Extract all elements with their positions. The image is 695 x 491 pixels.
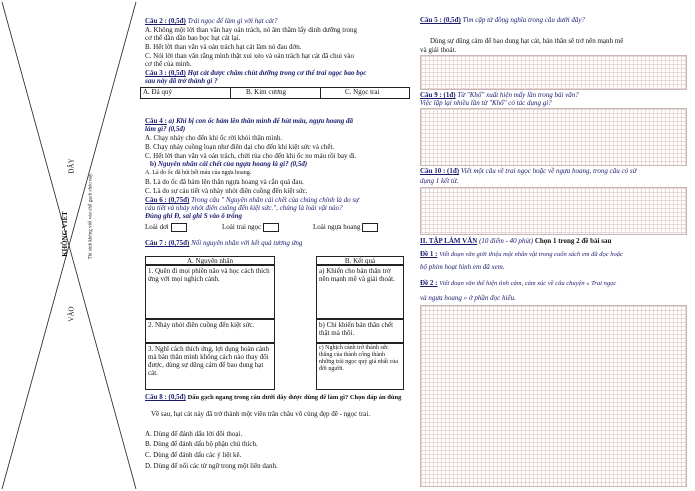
q4-line	[145, 117, 353, 125]
margin-note: Thí sinh không viết vào chỗ gạch chéo này	[88, 173, 94, 260]
tlv-choose: Chọn 1 trong 2 đề bài sau	[534, 237, 612, 245]
q6-box-doi[interactable]	[171, 223, 187, 232]
q8-option-a[interactable]: A. Dùng để đánh dấu lời đối thoại.	[145, 430, 243, 438]
q9-answer-grid[interactable]	[420, 108, 687, 166]
q4b-option-a[interactable]: A. Là do ốc đã hút hết máu của ngựa hoang.	[145, 170, 252, 176]
q4b-option-b[interactable]: B. Là do ốc đã bám lên thân ngựa hoang và cắn quá đau.	[145, 178, 304, 186]
q8-option-d[interactable]: D. Dùng để nối các từ ngữ trong một liên danh.	[145, 462, 278, 470]
q6-box-trai[interactable]	[263, 223, 279, 232]
q8-label: Câu 8 : (0,5đ)	[145, 393, 186, 401]
de2-text: Viết đoạn văn thể hiện tình cảm, cảm xúc về câu chuyện « Trai ngọc	[439, 280, 617, 287]
q7-label: Câu 7 : (0,75đ)	[145, 239, 190, 247]
q9-question-cont: Việc lặp lại nhiều lần từ "Khổ" có tác dụng gì?	[420, 99, 552, 107]
q6-item-trai	[222, 223, 279, 232]
q4-option-b[interactable]: B. Chạy nhảy cuồng loạn như điên dại cho đến khi kiệt sức và chết.	[145, 143, 335, 151]
q3-question: Hạt cát được chăm chút dưỡng trong cơ thể trai ngọc bao bọc	[187, 69, 367, 77]
q7-cause-3[interactable]: 3. Nghĩ cách thích ứng, lợi dụng hoàn cảnh mà bản thân mình không cách nào thay đổi được, dùng sự dũng cảm để bao dung hạt cát.	[145, 343, 275, 390]
de1-label: Đề 1 :	[420, 250, 438, 258]
q2-label: Câu 2 : (0,5đ)	[145, 17, 186, 25]
margin-khongviet-label: KHÔNG VIẾT	[60, 211, 69, 257]
de1-text: Viết đoạn văn giới thiệu một nhân vật trong cuốn sách em đã đọc hoặc	[439, 251, 623, 258]
margin-vao-label: VÀO	[67, 306, 76, 322]
q10-label: Câu 10 : (1đ)	[420, 167, 460, 175]
q6-question: Trong câu " Nguyên nhân cái chết của chúng chính là do sự	[191, 196, 359, 204]
q7-header-cause: A. Nguyên nhân	[145, 256, 275, 265]
q8-sentence: Về sau, hạt cát này đã trở thành một viên trân châu vô cùng đẹp đẽ - ngọc trai.	[151, 410, 371, 418]
q3-option-c[interactable]: C. Ngọc trai	[345, 88, 380, 96]
q10-line	[420, 167, 636, 175]
tlv-title: II. TẬP LÀM VĂN	[420, 237, 478, 245]
q10-question: Viết một câu về trai ngọc hoặc về ngựa hoang, trong câu có sử	[460, 167, 637, 175]
q7-cause-2[interactable]: 2. Nhảy nhót điên cuồng đến kiệt sức.	[145, 319, 275, 343]
q6-instruction: Đúng ghi Đ, sai ghi S vào ô trống	[145, 212, 243, 220]
de2-label: Đề 2 :	[420, 279, 438, 287]
q9-label: Câu 9 : (1đ)	[420, 91, 456, 99]
q4-label: Câu 4 :	[145, 117, 167, 125]
q4-question: a) Khi bị con ốc bám lên thân mình để hút máu, ngựa hoang đã	[168, 117, 354, 125]
q5-sentence: Dùng sự dũng cảm để bao dung hạt cát, bản thân sẽ trở nên mạnh mẽ	[430, 37, 624, 45]
q4b-label: b)	[150, 160, 157, 168]
q6-item-trai-label: Loài trai ngọc	[222, 223, 262, 232]
q5-sentence-cont: và giải thoát.	[420, 46, 457, 54]
essay-answer-grid[interactable]	[420, 305, 687, 487]
q7-result-c[interactable]: c) Nghịch cảnh trở thành sức thăng của thành công thành những trái ngọc quý giá nhất của đời người.	[316, 343, 404, 390]
q6-label: Câu 6 : (0,75đ)	[145, 196, 190, 204]
q7-header-result: B. Kết quả	[316, 256, 404, 265]
q10-answer-grid[interactable]	[420, 187, 687, 235]
q7-result-a[interactable]: a) Khiến cho bản thân trở nên mạnh mẽ và giải thoát.	[316, 265, 404, 319]
q7-cause-1[interactable]: 1. Quên đi mọi phiền não và học cách thích ứng với mọi nghịch cảnh.	[145, 265, 275, 319]
q5-line	[420, 16, 585, 24]
tlv-line	[420, 237, 611, 245]
q3-option-a[interactable]: A. Đá quý	[143, 88, 172, 96]
q4b-option-c[interactable]: C. Là do sự cáu tiết và nhảy nhót điên cuồng đến kiệt sức.	[145, 187, 308, 195]
q6-line	[145, 196, 359, 204]
q9-line	[420, 91, 579, 99]
margin-day-label: DÂY	[67, 158, 76, 174]
q2-option-a[interactable]: A. Không một lời than vãn hay oán trách, nó âm thầm lấy dinh dưỡng trong	[145, 26, 358, 34]
q2-line	[145, 17, 277, 25]
de1-text-cont: bộ phim hoạt hình em đã xem.	[420, 263, 505, 271]
q5-answer-grid[interactable]	[420, 55, 687, 90]
margin-cross	[0, 0, 138, 491]
de2-text-cont: và ngựa hoang » ở phần đọc hiểu.	[420, 294, 516, 302]
q2-option-c[interactable]: C. Nói lời than vãn rằng mình thật xui xẻo và oán trách hạt cát đã chui vào	[145, 52, 354, 60]
q8-line	[145, 393, 401, 402]
q8-option-c[interactable]: C. Dùng để đánh dấu các ý liệt kê.	[145, 451, 242, 459]
q2-question: Trái ngọc để làm gì với hạt cát?	[187, 17, 278, 25]
q3-option-b[interactable]: B. Kim cương	[246, 88, 286, 96]
q8-question: Dấu gạch ngang trong câu dưới đây được dùng để làm gì? Chọn đáp án đúng	[187, 394, 402, 401]
q6-box-ngua[interactable]	[362, 223, 378, 232]
q7-question: Nối nguyên nhân với kết quả tương ứng	[191, 239, 303, 247]
q4-question-cont: làm gì? (0,5đ)	[145, 125, 186, 133]
q5-label: Câu 5 : (0,5đ)	[420, 16, 461, 24]
tlv-points: (10 điểm - 40 phút)	[479, 237, 534, 245]
q6-item-doi	[145, 223, 187, 232]
q6-item-ngua-label: Loài ngựa hoang	[313, 223, 361, 232]
q6-item-ngua	[313, 223, 378, 232]
q7-result-b[interactable]: b) Chỉ khiến bản thân chết thật mà thôi.	[316, 319, 404, 343]
de1-line	[420, 250, 623, 259]
q3-label: Câu 3 : (0,5đ)	[145, 69, 186, 77]
q3-line	[145, 69, 366, 77]
q9-question: Từ "Khổ" xuất hiện mấy lần trong bài văn?	[457, 91, 579, 99]
q7-line	[145, 239, 302, 247]
q2-option-a-cont: cơ thể dần dần bao bọc hạt cát lại.	[145, 34, 241, 42]
q10-question-cont: dụng 1 kết từ.	[420, 177, 459, 185]
q6-question-cont: cáu tiết và nhảy nhót điên cuồng đến kiệt sức.", chúng là loài vật nào?	[145, 204, 343, 212]
q6-item-doi-label: Loài dơi	[145, 223, 169, 232]
q4b-line	[150, 160, 307, 168]
q3-question-cont: sau này đã trở thành gì ?	[145, 77, 218, 85]
q5-question: Tìm cặp từ đồng nghĩa trong câu dưới đây?	[462, 16, 585, 24]
q4-option-a[interactable]: A. Chạy nhảy cho đến khi ốc rời khỏi thân mình.	[145, 134, 283, 142]
q2-option-b[interactable]: B. Hết lời than vãn và oán trách hạt cát làm nó đau đớn.	[145, 43, 302, 51]
de2-line	[420, 279, 616, 288]
q4-option-c[interactable]: C. Hết lời than vãn và oán trách, chửi rủa cho đến khi ốc no máu rồi bay đi.	[145, 152, 357, 160]
q8-option-b[interactable]: B. Dùng để đánh dấu bộ phận chú thích.	[145, 440, 258, 448]
q2-option-c-cont: cơ thể của mình.	[145, 60, 192, 68]
q4b-question: Nguyên nhân cái chết của ngựa hoang là gì? (0,5đ)	[157, 160, 308, 168]
